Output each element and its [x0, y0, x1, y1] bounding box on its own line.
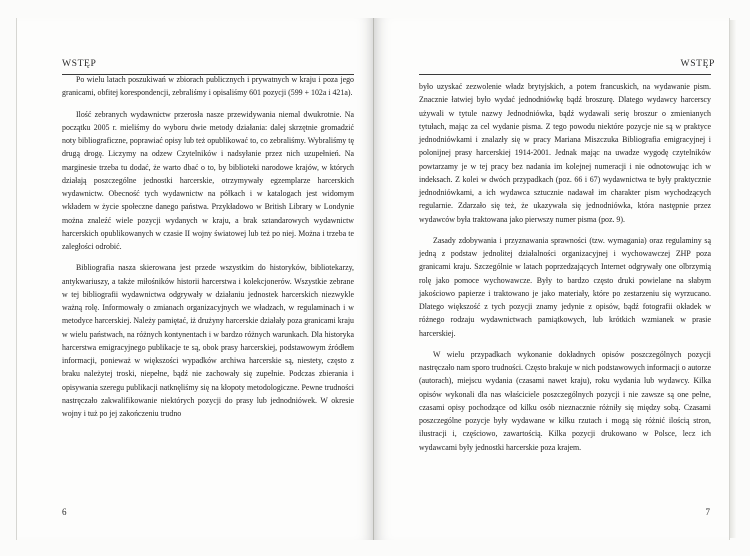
header-rule: [419, 74, 711, 75]
paragraph: Zasady zdobywania i przyznawania sprawności (tzw. wymagania) oraz regulaminy są jedną z podstaw jednolitej działalności organizacyjnej i wychowawczej ZHP poza granicami kraju. Szczególnie w latach poprzedzających Internet odgrywały one olbrzymią rolę jako pomoce wychowawcze. Były to bardzo często druki powielane na słabym jakościowo papierze i traktowano je jako materiały, które po zestarzeniu się wyrzucano. Dlatego większość z tych pozycji znamy jedynie z opisów, bądź fotografii okładek w różnego rodzaju wydawnictwach pamiątkowych, lub krótkich wzmianek w prasie harcerskiej.: [419, 235, 711, 338]
page-number: 7: [705, 507, 710, 517]
paragraph: W wielu przypadkach wykonanie dokładnych opisów poszczególnych pozycji nastręczało nam sporo trudności. Często brakuje w nich podstawowych informacji o autorze (autorach), miejscu wydania (czasami nawet kraju), roku wydania lub wydawcy. Kilka opisów wykonali dla nas właściciele poszczególnych pozycji i nie zawsze są one pełne, czasami opisy pochodzące od kilku osób nieznacznie różniły się między sobą. Czasami poszczególne pozycje były wydawane w kilku rzutach i mogą się różnić ilością stron, ilustracji i, częściowo, zawartością. Kilka pozycji drukowano w Polsce, lecz ich wydawcami były jednostki harcerskie poza krajem.: [419, 349, 711, 452]
page-number: 6: [62, 507, 67, 517]
left-page: [16, 18, 374, 540]
running-head: WSTĘP: [680, 58, 715, 69]
paragraph: Ilość zebranych wydawnictw przerosła nasze przewidywania niemal dwukrotnie. Na początku 2005 r. mieliśmy do wyboru dwie metody działania: dalej skrzętnie gromadzić noty bibliograficzne, poprawiać opisy lub też opublikować to, co zebraliśmy. Wybraliśmy tę drugą drogę. Liczymy na odzew Czytelników i nadsyłanie przez nich uzupełnień. Na marginesie trzeba tu dodać, że warto dbać o to, by biblioteki narodowe krajów, w których działają poszczególne jednostki harcerskie, otrzymywały egzemplarze harcerskich wydawnictw. Obecność tych wydawnictw na półkach i w katalogach jest widomym wkładem w życie społeczne danego państwa. Przykładowo w British Library w Londynie można znaleźć wiele pozycji wydanych w kraju, a brak sztandarowych wydawnictw harcerskich opublikowanych w czasie II wojny światowej lub też po niej. Można i trzeba te zaległości odrobić.: [62, 109, 354, 251]
running-head: WSTĘP: [62, 58, 97, 69]
body-text: [62, 73, 354, 420]
body-text: [419, 80, 711, 454]
paragraph: Po wielu latach poszukiwań w zbiorach publicznych i prywatnych w kraju i poza jego granicami, obfitej korespondencji, zebraliśmy i opisaliśmy 601 pozycji (599 + 102a i 421a).: [62, 75, 354, 98]
paragraph: było uzyskać zezwolenie władz brytyjskich, a potem francuskich, na wydawanie pism. Znacznie łatwiej było wydać jednodniówkę bądź broszurę. Dlatego wydawcy harcerscy używali w tytule nazwy Jednodniówka, bądź wydawali serię broszur o zmienianych tytułach, mając za cel wydanie pisma. Z tego powodu niektóre pozycje nie są w praktyce jednodniówkami i znalazły się w pracy Mariana Miszczuka Bibliografia emigracyjnej i polonijnej prasy harcerskiej 1914-2001. Jednak mając na uwadze wygodę czytelników powtarzamy je w tej pracy bez nadania im kolejnej numeracji i nie odnotowując ich w indeksach. Z kolei w dwóch przypadkach (poz. 66 i 67) wydawnictwa te były praktycznie jednodniówkami, a ich wydawca sztucznie nadawał im charakter pism wychodzących regularnie. Zdarzało się też, że ukazywała się jednodniówka, która następnie przez wydawców była traktowana jako pierwszy numer pisma (poz. 9).: [419, 82, 711, 224]
paragraph: Bibliografia nasza skierowana jest przede wszystkim do historyków, bibliotekarzy, antykwariuszy, a także miłośników historii harcerstwa i kolekcjonerów. Wszystkie zebrane w tej bibliografii wydawnictwa odgrywały w działaniu jednostek harcerskich niezwykle ważną rolę. Informowały o zmianach organizacyjnych we władzach, w regulaminach i w metodyce harcerskiej. Należy pamiętać, iż drużyny harcerskie działały poza granicami kraju w wielu państwach, na różnych kontynentach i w bardzo różnych warunkach. Dla historyka harcerstwa emigracyjnego publikacje te są, obok prasy harcerskiej, podstawowym źródłem informacji, ponieważ w większości wypadków archiwa harcerskie są, niestety, często z braku należytej troski, niepełne, bądź nie zachowały się zupełnie. Podczas zbierania i opisywania szeregu publikacji natknęliśmy się na kłopoty metodologiczne. Pewne trudności nastręczało zakwalifikowanie niektórych pozycji do prasy lub jednodniówek. W okresie wojny i tuż po jej zakończeniu trudno: [62, 263, 354, 418]
right-page: [374, 18, 730, 540]
page-edge: [730, 20, 736, 538]
